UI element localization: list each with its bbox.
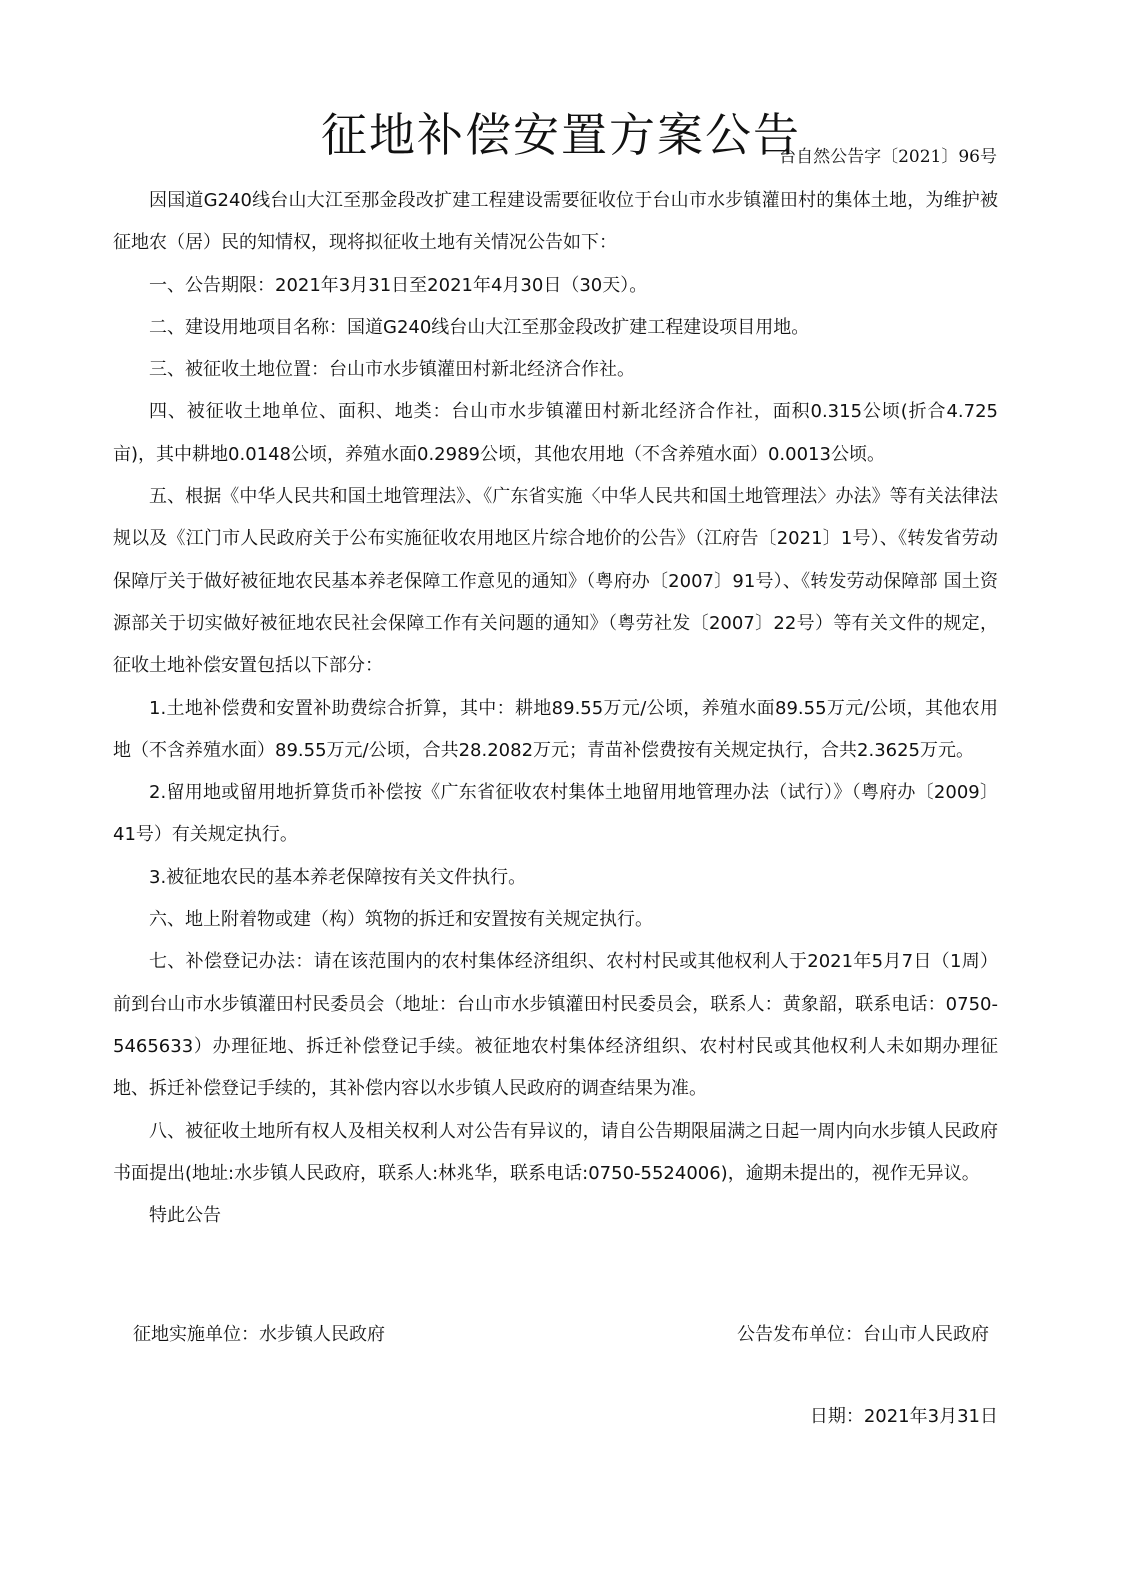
paragraph-compensation-3: 3.被征地农民的基本养老保障按有关文件执行。 [149,866,527,888]
paragraph-relocation: 六、地上附着物或建（构）筑物的拆迁和安置按有关规定执行。 [149,909,653,931]
document-date: 日期：2021年3月31日 [809,1406,998,1427]
paragraph-registration: 七、补偿登记办法：请在该范围内的农村集体经济组织、农村村民或其他权利人于2021年5月7日（1周）前到台山市水步镇灌田村民委员会（地址：台山市水步镇灌田村民委员会，联系人：黄象韶，联系电话：0750-5465633）办理征地、拆迁补偿登记手续。被征地农村集体经济组织、农村村民或其他权利人未如期办理征地、拆迁补偿登记手续的，其补偿内容以水步镇人民政府的调查结果为准。 [113,951,998,1100]
paragraph-legal-basis: 五、根据《中华人民共和国土地管理法》、《广东省实施〈中华人民共和国土地管理法〉办法》等有关法律法规以及《江门市人民政府关于公布实施征收农用地区片综合地价的公告》（江府告〔2021〕1号）、《转发省劳动保障厅关于做好被征地农民基本养老保障工作意见的通知》（粤府办〔2007〕91号）、《转发劳动保障部 国土资源部关于切实做好被征地农民社会保障工作有关问题的通知》（粤劳社发〔2007〕22号）等有关文件的规定，征收土地补偿安置包括以下部分： [113,486,998,677]
document-title: 征地补偿安置方案公告 [321,107,801,162]
paragraph-land-location: 三、被征收土地位置：台山市水步镇灌田村新北经济合作社。 [149,359,635,381]
paragraph-objection: 八、被征收土地所有权人及相关权利人对公告有异议的，请自公告期限届满之日起一周内向水步镇人民政府书面提出(地址:水步镇人民政府，联系人:林兆华，联系电话:0750-5524006)，逾期未提出的，视作无异议。 [113,1120,998,1184]
implementing-unit: 征地实施单位：水步镇人民政府 [133,1324,385,1345]
paragraph-period: 一、公告期限：2021年3月31日至2021年4月30日（30天）。 [149,274,648,296]
paragraph-project-name: 二、建设用地项目名称：国道G240线台山大江至那金段改扩建工程建设项目用地。 [149,316,810,338]
paragraph-land-area: 四、被征收土地单位、面积、地类：台山市水步镇灌田村新北经济合作社，面积0.315公顷(折合4.725亩)，其中耕地0.0148公顷，养殖水面0.2989公顷，其他农用地（不含养殖水面）0.0013公顷。 [113,401,998,465]
document-number: 台自然公告字〔2021〕96号 [779,147,997,167]
paragraph-closing: 特此公告 [149,1205,221,1227]
paragraph-compensation-2: 2.留用地或留用地折算货币补偿按《广东省征收农村集体土地留用地管理办法（试行）》（粤府办〔2009〕41号）有关规定执行。 [113,782,998,846]
document-body [113,180,998,1237]
signature-units [0,1320,1122,1350]
paragraph-intro: 因国道G240线台山大江至那金段改扩建工程建设需要征收位于台山市水步镇灌田村的集体土地，为维护被征地农（居）民的知情权，现将拟征收土地有关情况公告如下： [113,190,998,254]
issuing-unit: 公告发布单位：台山市人民政府 [737,1324,989,1345]
paragraph-compensation-1: 1.土地补偿费和安置补助费综合折算，其中：耕地89.55万元/公顷，养殖水面89.55万元/公顷，其他农用地（不含养殖水面）89.55万元/公顷，合共28.2082万元；青苗补偿费按有关规定执行，合共2.3625万元。 [113,697,998,761]
